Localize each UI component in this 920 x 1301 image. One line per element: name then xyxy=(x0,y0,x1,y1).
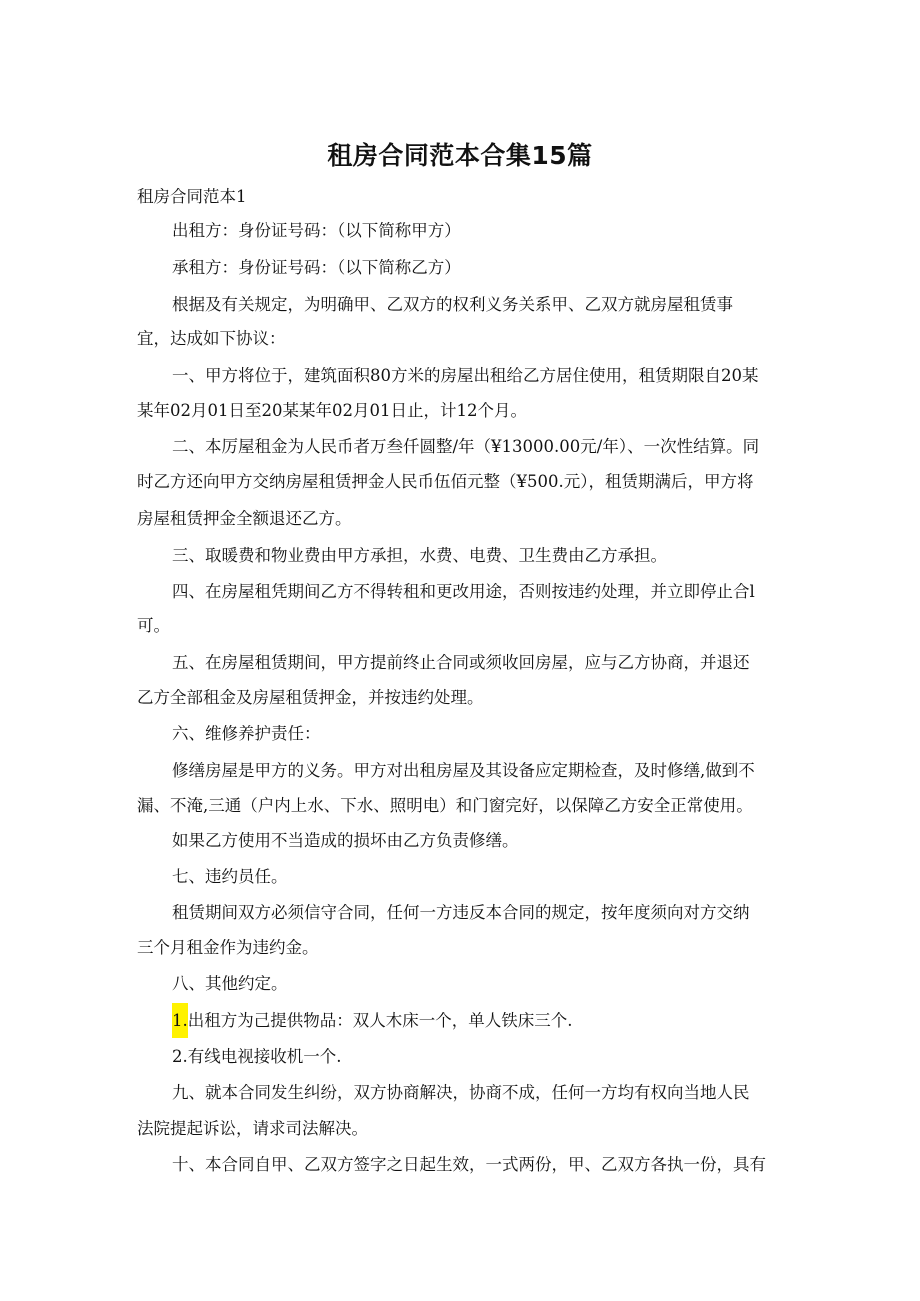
clause-5-line-1: 五、在房屋租赁期间，甲方提前终止合同或须收回房屋，应与乙方协商，并退还 xyxy=(172,653,750,672)
clause-2-line-2: 时乙方还向甲方交纳房屋租赁押金人民币伍佰元整（¥500.元），租赁期满后，甲方将 xyxy=(137,472,754,491)
clause-2-line-1: 二、本厉屋租金为人民币者万叁仟圆整/年（¥13000.00元/年）、一次性结算。同 xyxy=(172,437,760,456)
clause-8-item-1 xyxy=(172,1002,822,1039)
clause-9-line-1: 九、就本合同发生纠纷，双方协商解决，协商不成，任何一方均有权向当地人民 xyxy=(172,1083,750,1102)
lessor-line: 出租方：身份证号码：（以下简称甲方） xyxy=(172,221,461,240)
clause-8-heading: 八、其他约定。 xyxy=(172,974,288,993)
clause-2-line-3: 房屋租赁押金全额退还乙方。 xyxy=(137,509,352,528)
clause-10-line-1: 十、本合同自甲、乙双方签字之日起生效，一式两份，甲、乙双方各执一份，具有 xyxy=(172,1155,766,1174)
clause-3: 三、取暖费和物业费由甲方承担，水费、电费、卫生费由乙方承担。 xyxy=(172,546,667,565)
clause-7-line-2: 三个月租金作为违约金。 xyxy=(137,938,319,957)
document-title: 租房合同范本合集15篇 xyxy=(327,141,593,170)
clause-4-line-2: 可。 xyxy=(137,616,170,635)
clause-4-line-1: 四、在房屋租凭期间乙方不得转租和更改用途，否则按违约处理，并立即停止合l xyxy=(172,582,755,601)
clause-6-line-1: 修缮房屋是甲方的义务。甲方对出租房屋及其设备应定期检查，及时修缮,做到不 xyxy=(172,761,755,780)
clause-8-item-2: 2.有线电视接收机一个. xyxy=(172,1047,342,1066)
highlighted-number: 1. xyxy=(172,1003,188,1038)
clause-7-heading: 七、违约员任。 xyxy=(172,867,288,886)
clause-7-line-1: 租赁期间双方必须信守合同，任何一方违反本合同的规定，按年度须向对方交纳 xyxy=(172,903,750,922)
clause-6-line-3: 如果乙方使用不当造成的损坏由乙方负责修缮。 xyxy=(172,831,519,850)
lessee-line: 承租方：身份证号码：（以下简称乙方） xyxy=(172,258,461,277)
preamble-line-2: 宜，达成如下协议： xyxy=(137,329,286,348)
preamble-line-1: 根据及有关规定，为明确甲、乙双方的权利义务关系甲、乙双方就房屋租赁事 xyxy=(172,295,733,314)
clause-6-heading: 六、维修养护责任： xyxy=(172,724,321,743)
item-1-text: 出租方为己提供物品：双人木床一个，单人铁床三个. xyxy=(187,1011,573,1030)
clause-5-line-2: 乙方全部租金及房屋租赁押金，并按违约处理。 xyxy=(137,688,484,707)
contract-heading: 租房合同范本1 xyxy=(137,187,247,206)
clause-1-line-1: 一、甲方将位于，建筑面积80方米的房屋出租给乙方居住使用，租赁期限自20某 xyxy=(172,366,759,385)
clause-1-line-2: 某年02月01日至20某某年02月01日止，计12个月。 xyxy=(137,401,527,420)
clause-6-line-2: 漏、不淹,三通（户内上水、下水、照明电）和门窗完好，以保障乙方安全正常使用。 xyxy=(137,796,753,815)
clause-9-line-2: 法院提起诉讼，请求司法解决。 xyxy=(137,1119,368,1138)
